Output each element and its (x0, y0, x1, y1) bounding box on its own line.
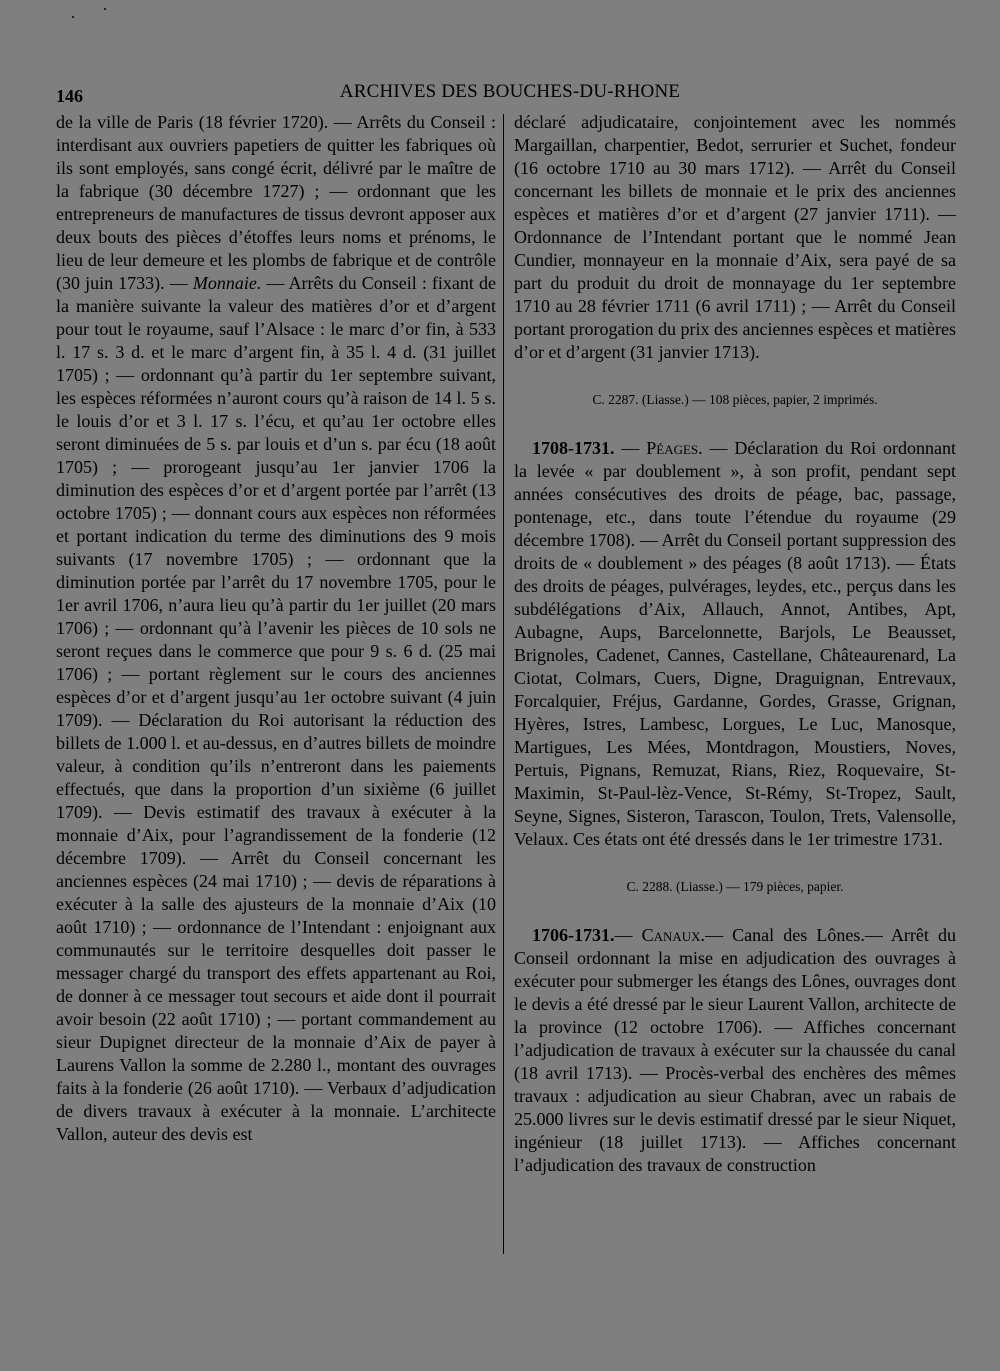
entry-text: — Déclaration du Roi ordonnant la levée « par doublement », à son profit, pendant sept années consécutives des droits de péage, bac, passage, pontenage, etc., dans toute l’étendue du royaume (29 décembre 1708). — Arrêt du Conseil portant suppression des droits de « doublement » des péages (8 août 1713). — États des droits de péages, pulvérages, leydes, etc., perçus dans les subdélégations d’Aix, Allauch, Annot, Antibes, Apt, Aubagne, Aups, Barcelonnette, Barjols, Le Beausset, Brignoles, Cadenet, Cannes, Castellane, Châteaurenard, La Ciotat, Colmars, Cuers, Digne, Draguignan, Entrevaux, Forcalquier, Fréjus, Gardanne, Gordes, Grasse, Grignan, Hyères, Istres, Lambesc, Lorgues, Le Luc, Manosque, Martigues, Les Mées, Montdragon, Moustiers, Noves, Pertuis, Pignans, Remuzat, Rians, Riez, Roquevaire, St-Maximin, St-Paul-lèz-Vence, St-Rémy, St-Tropez, Sault, Seyne, Signes, Sisteron, Tarascon, Toulon, Trets, Valensolle, Velaux. Ces états ont été dressés dans le 1er trimestre 1731. (514, 438, 957, 849)
column-divider (503, 114, 504, 1254)
left-column-text-cont: — Arrêts du Conseil : fixant de la manière suivante la valeur des matières d’or et d’argent pour tout le royaume, sauf l’Alsace : le marc d’or fin, à 533 l. 17 s. 3 d. et le marc d’argent fin, à 35 l. 4 d. (31 juillet 1705) ; — ordonnant qu’à partir du 1er septembre suivant, les espèces réformées n’auront cours qu’à raison de 14 l. 5 s. le louis d’or et 3 l. 17 s. l’écu, et qu’au 1er octobre elles seront diminuées de 5 s. par louis et d’un s. par écu (18 août 1705) ; — prorogeant jusqu’au 1er janvier 1706 la diminution des espèces d’or et d’argent portée par l’arrêt (13 octobre 1705) ; — donnant cours aux espèces non réformées et portant indication du terme des diminutions des 9 mois suivants (17 novembre 1705) ; — ordonnant que la diminution portée par l’arrêt du 17 novembre 1705, pour le 1er avril 1706, n’aura lieu qu’à partir du 1er juillet (20 mars 1706) ; — ordonnant qu’à l’avenir les pièces de 10 sols ne seront reçues dans le commerce que pour 9 s. 6 d. (25 mai 1706) ; — portant règlement sur le cours des anciennes espèces d’or et d’argent jusqu’au 1er octobre suivant (4 juin 1709). — Déclaration du Roi autorisant la réduction des billets de 1.000 l. et au-dessus, en d’autres billets de moindre valeur, à condition qu’ils n’entreront dans les paiements effectués, que dans la proportion d’un sixième (6 juillet 1709). — Devis estimatif des travaux à exécuter à la monnaie d’Aix, pour l’agrandissement de la fonderie (12 décembre 1709). — Arrêt du Conseil concernant les anciennes espèces (24 mai 1710) ; — devis de réparations à exécuter à la salle des ajusteurs de la monnaie d’Aix (10 août 1710) ; — ordonnance de l’Intendant : enjoignant aux communautés sur le territoire desquelles doit passer le messager chargé du transport des effets appartenant au Roi, de donner à ce messager tout secours et aide dont il pourrait avoir besoin (22 août 1710) ; — portant commandement au sieur Dupignet directeur de la monnaie d’Aix de payer à Laurens Vallon la somme de 2.280 l., montant des ouvrages faits à la fonderie (26 août 1710). — Verbaux d’adjudication de divers travaux à exécuter à la monnaie. L’architecte Vallon, auteur des devis est (56, 273, 496, 1144)
page-number: 146 (56, 86, 83, 106)
right-column (514, 111, 956, 1177)
scan-speck (72, 16, 74, 18)
continued-entry: déclaré adjudicataire, conjointement avec les nommés Margaillan, charpentier, Bedot, serrurier et Suchet, fondeur (16 octobre 1710 au 30 mars 1712). — Arrêt du Conseil concernant les billets de monnaie et le prix des anciennes espèces et matières d’or et d’argent (27 janvier 1711). — Ordonnance de l’Intendant portant que le nommé Jean Cundier, monnayeur en la monnaie d’Aix, sera payé de sa part du produit du droit de monnayage du 1er septembre 1710 au 28 février 1711 (6 avril 1711) ; — Arrêt du Conseil portant prorogation du prix des anciennes espèces et matières d’or et d’argent (31 janvier 1713). (514, 112, 956, 362)
left-column (56, 111, 496, 1146)
left-column-text: de la ville de Paris (18 février 1720). — Arrêts du Conseil : interdisant aux ouvriers papetiers de quitter les fabriques où ils sont employés, sans congé écrit, délivré par le maître de la fabrique (30 décembre 1727) ; — ordonnant que les entrepreneurs de manufactures de tissus devront apposer aux deux bouts des pièces d’étoffes leurs noms et prénoms, le lieu de leur demeure et les plombs de fabrique et de contrôle (30 juin 1733). — (56, 112, 496, 293)
call-number: C. 2287. (Liasse.) — 108 pièces, papier, 2 imprimés. (592, 392, 878, 407)
entry-date: 1708-1731. (532, 438, 615, 458)
scan-speck (104, 8, 106, 10)
call-number: C. 2288. (Liasse.) — 179 pièces, papier. (626, 879, 844, 894)
entry-date: 1706-1731. (532, 925, 615, 945)
monnaie-subject: Monnaie. (192, 273, 262, 293)
entry-subject: Péages. (646, 438, 703, 458)
archive-entry: 1706-1731.— Canaux.— Canal des Lônes.— Arrêt du Conseil ordonnant la mise en adjudication des ouvrages à exécuter pour submerger les étangs des Lônes, ouvrages dont le devis a été dressé par le sieur Laurent Vallon, architecte de la province (12 octobre 1706). — Affiches concernant l’adjudication de travaux à exécuter sur la chaussée du canal (18 avril 1713). — Procès-verbal des enchères des mêmes travaux : adjudication au sieur Chabran, avec un rabais de 25.000 livres sur le devis estimatif dressé par le sieur Niquet, ingénieur (18 juillet 1713). — Affiches concernant l’adjudication des travaux de construction (514, 925, 957, 1175)
running-head: ARCHIVES DES BOUCHES-DU-RHONE (339, 81, 681, 102)
entry-subject: Canaux. (641, 925, 706, 945)
entry-text: — Canal des Lônes.— Arrêt du Conseil ordonnant la mise en adjudication des ouvrages à exécuter pour submerger les étangs des Lônes, ouvrages dont le devis a été dressé par le sieur Laurent Vallon, architecte de la province (12 octobre 1706). — Affiches concernant l’adjudication de travaux à exécuter sur la chaussée du canal (18 avril 1713). — Procès-verbal des enchères des mêmes travaux : adjudication au sieur Chabran, avec un rabais de 25.000 livres sur le devis estimatif dressé par le sieur Niquet, ingénieur (18 juillet 1713). — Affiches concernant l’adjudication des travaux de construction (514, 925, 957, 1175)
archive-entry: 1708-1731. — Péages. — Déclaration du Roi ordonnant la levée « par doublement », à son profit, pendant sept années consécutives des droits de péage, bac, passage, pontenage, etc., dans toute l’étendue du royaume (29 décembre 1708). — Arrêt du Conseil portant suppression des droits de « doublement » des péages (8 août 1713). — États des droits de péages, pulvérages, leydes, etc., perçus dans les subdélégations d’Aix, Allauch, Annot, Antibes, Apt, Aubagne, Aups, Barcelonnette, Barjols, Le Beausset, Brignoles, Cadenet, Cannes, Castellane, Châteaurenard, La Ciotat, Colmars, Cuers, Digne, Draguignan, Entrevaux, Forcalquier, Fréjus, Gardanne, Gordes, Grasse, Grignan, Hyères, Istres, Lambesc, Lorgues, Le Luc, Manosque, Martigues, Les Mées, Montdragon, Moustiers, Noves, Pertuis, Pignans, Remuzat, Rians, Riez, Roquevaire, St-Maximin, St-Paul-lèz-Vence, St-Rémy, St-Tropez, Sault, Seyne, Signes, Sisteron, Tarascon, Toulon, Trets, Valensolle, Velaux. Ces états ont été dressés dans le 1er trimestre 1731. (514, 438, 957, 849)
